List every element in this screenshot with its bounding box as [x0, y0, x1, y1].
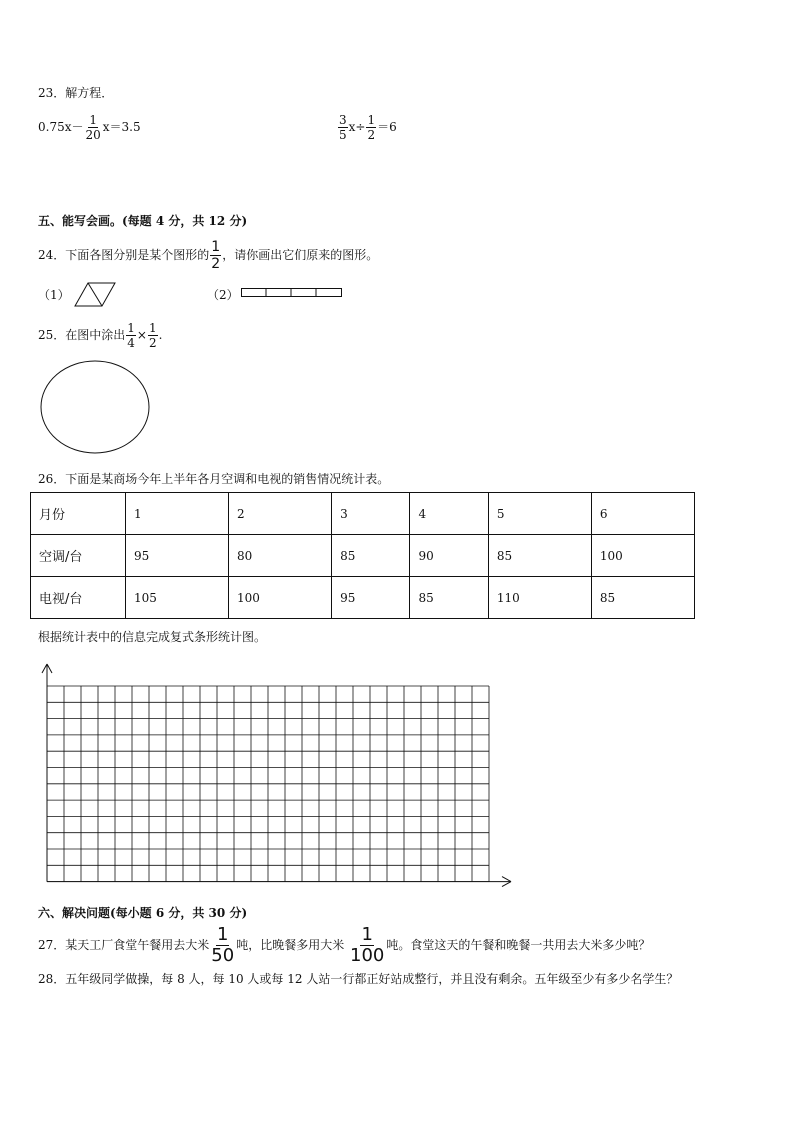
table-cell: 90 [410, 535, 488, 577]
row-label-cell: 电视/台 [31, 577, 126, 619]
row-label-cell: 月份 [31, 493, 126, 535]
table-cell: 85 [591, 577, 694, 619]
table-cell: 85 [488, 535, 591, 577]
segmented-bar-shape [241, 288, 343, 298]
table-cell: 85 [332, 535, 410, 577]
q28-text: 28．五年级同学做操，每 8 人，每 10 人或每 12 人站一行都正好站成整行，并且没有剩余。五年级至少有多少名学生？ [38, 972, 679, 986]
x-axis-arrow [502, 877, 511, 882]
table-cell: 110 [488, 577, 591, 619]
q23-equation-1 [38, 114, 141, 141]
q25-fraction-1: $\frac{1}{4}$ [127, 321, 135, 350]
eq2-right: ＝6 [377, 120, 397, 134]
table-row [31, 535, 695, 577]
table-cell: 100 [591, 535, 694, 577]
q27-text: 27．某天工厂食堂午餐用去大米 $\frac{1}{50}$ 吨，比晚餐多用大米 $\frac{1}{100}$ 吨。食堂这天的午餐和晚餐一共用去大米多少吨？ [38, 924, 651, 966]
table-header-row [31, 493, 695, 535]
eq2-fraction-1: $\frac{3}{5}$ [339, 113, 347, 142]
eq1-right: x＝3.5 [102, 120, 141, 134]
y-axis-arrow [47, 664, 52, 673]
q24-label-1: （1） [38, 288, 70, 302]
section5-title: 五、能写会画。(每题 4 分，共 12 分) [38, 214, 248, 228]
table-cell: 3 [332, 493, 410, 535]
q27-fraction-2: $\frac{1}{100}$ [350, 924, 385, 966]
table-cell: 105 [126, 577, 229, 619]
eq1-fraction: $\frac{1}{20}$ [85, 113, 101, 142]
table-row [31, 577, 695, 619]
eq2-fraction-2: $\frac{1}{2}$ [367, 113, 376, 142]
q23-equation-2 [337, 114, 397, 141]
section6-title: 六、解决问题(每小题 6 分，共 30 分) [38, 906, 248, 920]
circle-shape [40, 360, 152, 456]
table-cell: 80 [229, 535, 332, 577]
q24-fraction: $\frac{1}{2}$ [211, 239, 221, 272]
y-axis-arrow [42, 664, 47, 673]
q24-text: 24．下面各图分别是某个图形的 $\frac{1}{2}$ ，请你画出它们原来的图形。 [38, 239, 379, 272]
table-cell: 5 [488, 493, 591, 535]
q27-fraction-1: $\frac{1}{50}$ [211, 924, 235, 966]
q25-text: 25．在图中涂出 $\frac{1}{4}$ × $\frac{1}{2}$ . [38, 321, 163, 350]
table-cell: 6 [591, 493, 694, 535]
row-label-cell: 空调/台 [31, 535, 126, 577]
bar-chart-grid [36, 662, 506, 892]
table-cell: 4 [410, 493, 488, 535]
parallelogram-shape [74, 282, 118, 308]
eq1-left: 0.75x－ [38, 120, 84, 134]
table-cell: 100 [229, 577, 332, 619]
table-cell: 95 [332, 577, 410, 619]
q25-fraction-2: $\frac{1}{2}$ [148, 321, 157, 350]
table-cell: 95 [126, 535, 229, 577]
eq2-mid: x÷ [348, 120, 366, 134]
sales-table [30, 492, 695, 619]
table-cell: 2 [229, 493, 332, 535]
table-cell: 1 [126, 493, 229, 535]
x-axis-arrow [502, 882, 511, 887]
table-cell: 85 [410, 577, 488, 619]
q26-instruction: 根据统计表中的信息完成复式条形统计图。 [38, 630, 267, 644]
q24-label-2: （2） [207, 288, 239, 302]
q23-title: 23．解方程． [38, 86, 114, 100]
q26-title: 26．下面是某商场今年上半年各月空调和电视的销售情况统计表。 [38, 472, 390, 486]
